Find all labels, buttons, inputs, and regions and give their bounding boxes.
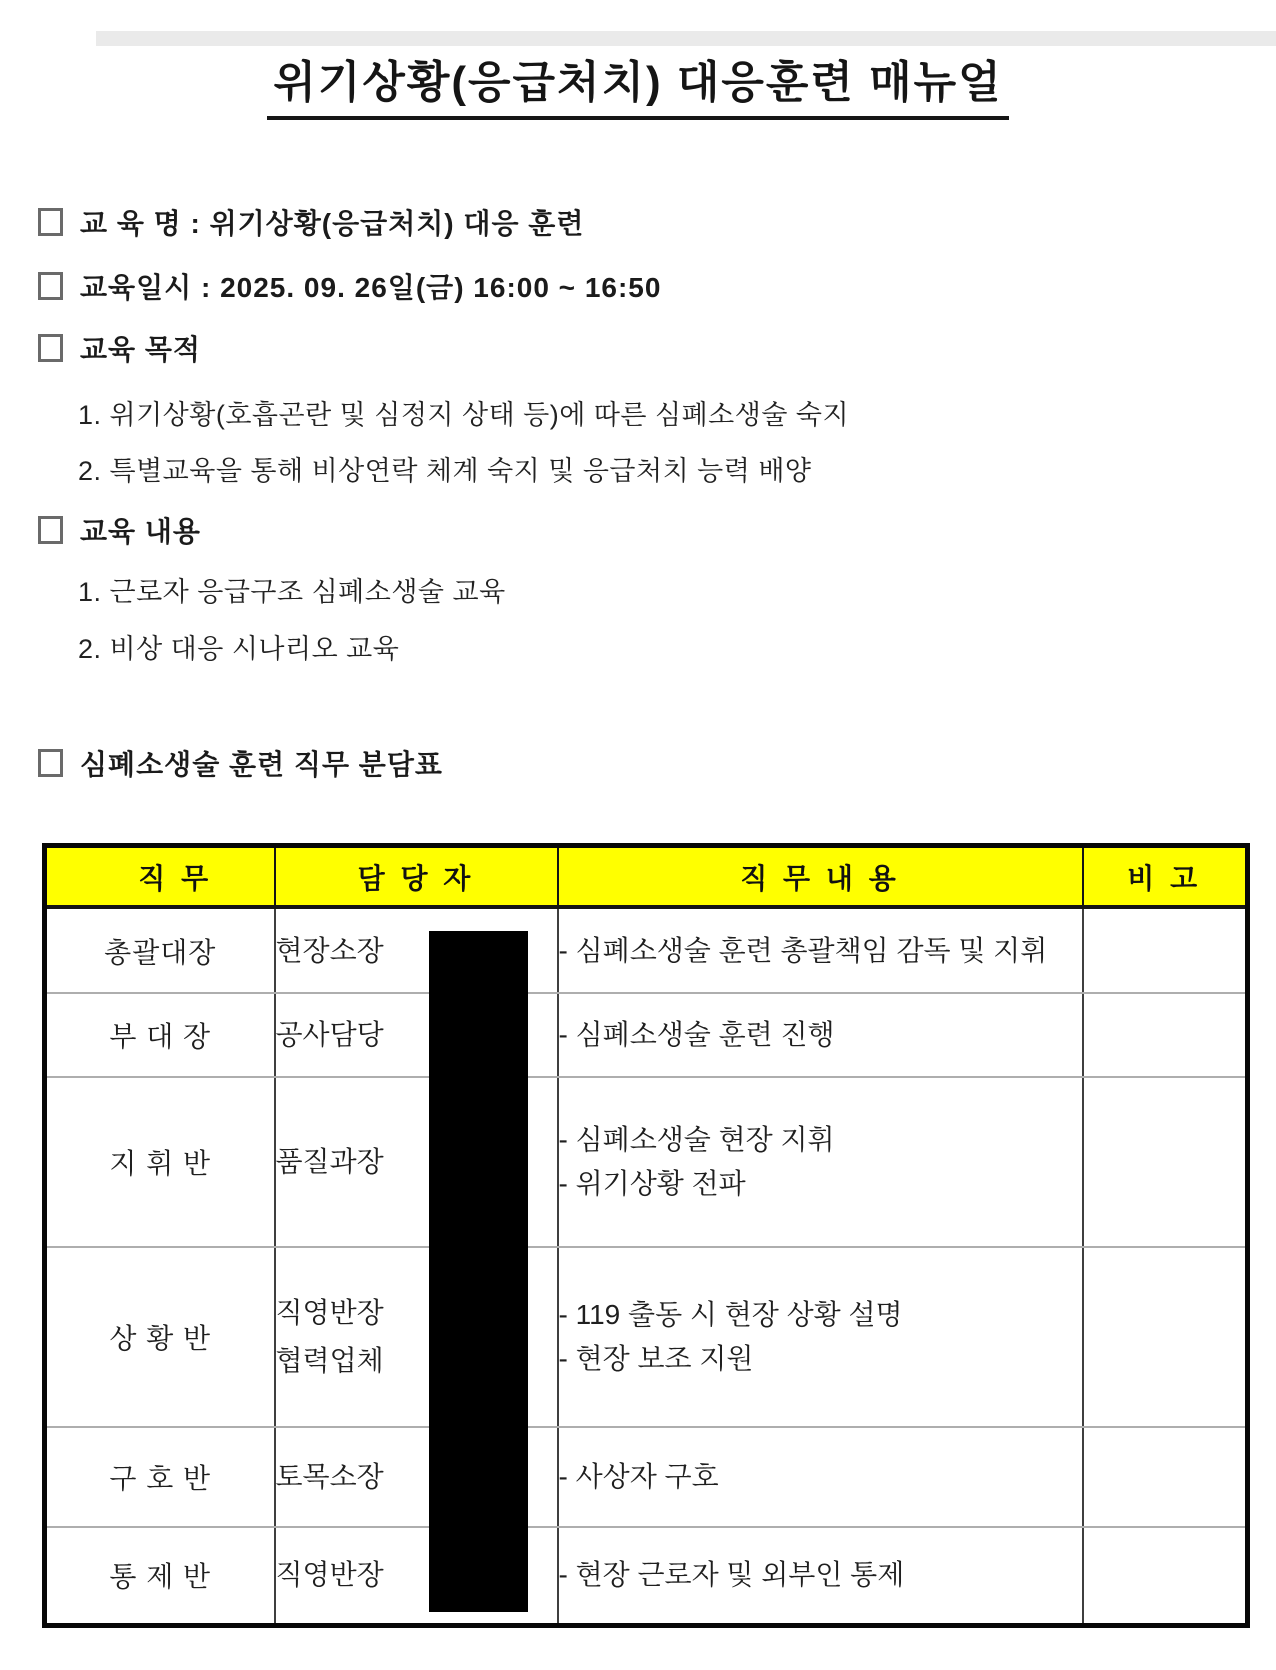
heading-duty-table	[38, 743, 443, 783]
person-line: 토목소장	[275, 1461, 384, 1492]
person-line: 협력업체	[275, 1345, 384, 1376]
header-cell-person: 담 당 자	[275, 846, 558, 908]
heading-education-content-text: 교육 내용	[80, 516, 201, 547]
field-education-name	[38, 202, 584, 242]
duty-line: - 위기상황 전파	[558, 1168, 746, 1199]
title-row	[0, 46, 1276, 120]
duty-cell	[558, 1247, 1083, 1427]
content-item-1: 1. 근로자 응급구조 심폐소생술 교육	[78, 577, 506, 607]
note-cell	[1083, 1077, 1248, 1247]
duty-assignment-table	[42, 843, 1250, 1628]
header-cell-role: 직 무	[45, 846, 275, 908]
note-cell	[1083, 907, 1248, 993]
duty-line: - 심폐소생술 훈련 총괄책임 감독 및 지휘	[558, 934, 1048, 966]
role-cell: 총괄대장	[45, 907, 275, 993]
page-title: 위기상황(응급처치) 대응훈련 매뉴얼	[267, 46, 1008, 120]
heading-education-purpose-text: 교육 목적	[80, 334, 201, 365]
role-cell: 지 휘 반	[45, 1077, 275, 1247]
duty-cell	[558, 1527, 1083, 1625]
table-row	[45, 1247, 1248, 1427]
checkbox-square-icon	[38, 516, 63, 544]
content-item-2: 2. 비상 대응 시나리오 교육	[78, 634, 400, 664]
role-cell: 통 제 반	[45, 1527, 275, 1625]
checkbox-square-icon	[38, 334, 63, 362]
redaction-box	[429, 931, 528, 1612]
duty-table	[42, 843, 1250, 1628]
note-cell	[1083, 993, 1248, 1077]
checkbox-square-icon	[38, 749, 63, 777]
header-cell-note: 비 고	[1083, 846, 1248, 908]
table-row	[45, 907, 1248, 993]
person-line: 현장소장	[275, 934, 384, 966]
field-education-datetime	[38, 266, 661, 306]
role-cell: 상 황 반	[45, 1247, 275, 1427]
duty-cell	[558, 1427, 1083, 1527]
duty-cell	[558, 907, 1083, 993]
field-education-datetime-text: 교육일시 : 2025. 09. 26일(금) 16:00 ~ 16:50	[80, 272, 662, 303]
scan-artifact-band	[96, 31, 1276, 46]
note-cell	[1083, 1247, 1248, 1427]
person-line: 직영반장	[275, 1297, 384, 1328]
duty-cell	[558, 1077, 1083, 1247]
duty-line: - 사상자 구호	[558, 1461, 719, 1492]
heading-duty-table-text: 심폐소생술 훈련 직무 분담표	[80, 749, 443, 780]
person-line: 품질과장	[275, 1146, 384, 1177]
purpose-item-2: 2. 특별교육을 통해 비상연락 체계 숙지 및 응급처치 능력 배양	[78, 456, 812, 486]
person-line: 직영반장	[275, 1559, 384, 1591]
table-row	[45, 1077, 1248, 1247]
heading-education-purpose	[38, 328, 201, 368]
duty-line: - 119 출동 시 현장 상황 설명	[558, 1299, 903, 1330]
person-line: 공사담당	[275, 1019, 384, 1050]
table-row	[45, 993, 1248, 1077]
note-cell	[1083, 1527, 1248, 1625]
table-row	[45, 1427, 1248, 1527]
role-cell: 구 호 반	[45, 1427, 275, 1527]
table-row	[45, 1527, 1248, 1625]
purpose-item-1: 1. 위기상황(호흡곤란 및 심정지 상태 등)에 따른 심폐소생술 숙지	[78, 400, 850, 430]
duty-cell	[558, 993, 1083, 1077]
header-cell-duty: 직 무 내 용	[558, 846, 1083, 908]
duty-line: - 현장 근로자 및 외부인 통제	[558, 1559, 905, 1591]
checkbox-square-icon	[38, 272, 63, 300]
duty-line: - 심폐소생술 훈련 진행	[558, 1019, 835, 1050]
duty-line: - 심폐소생술 현장 지휘	[558, 1124, 835, 1155]
note-cell	[1083, 1427, 1248, 1527]
field-education-name-text: 교 육 명 : 위기상황(응급처치) 대응 훈련	[80, 208, 585, 239]
heading-education-content	[38, 510, 201, 550]
duty-line: - 현장 보조 지원	[558, 1343, 754, 1374]
table-header-row	[45, 846, 1248, 908]
checkbox-square-icon	[38, 208, 63, 236]
role-cell: 부 대 장	[45, 993, 275, 1077]
